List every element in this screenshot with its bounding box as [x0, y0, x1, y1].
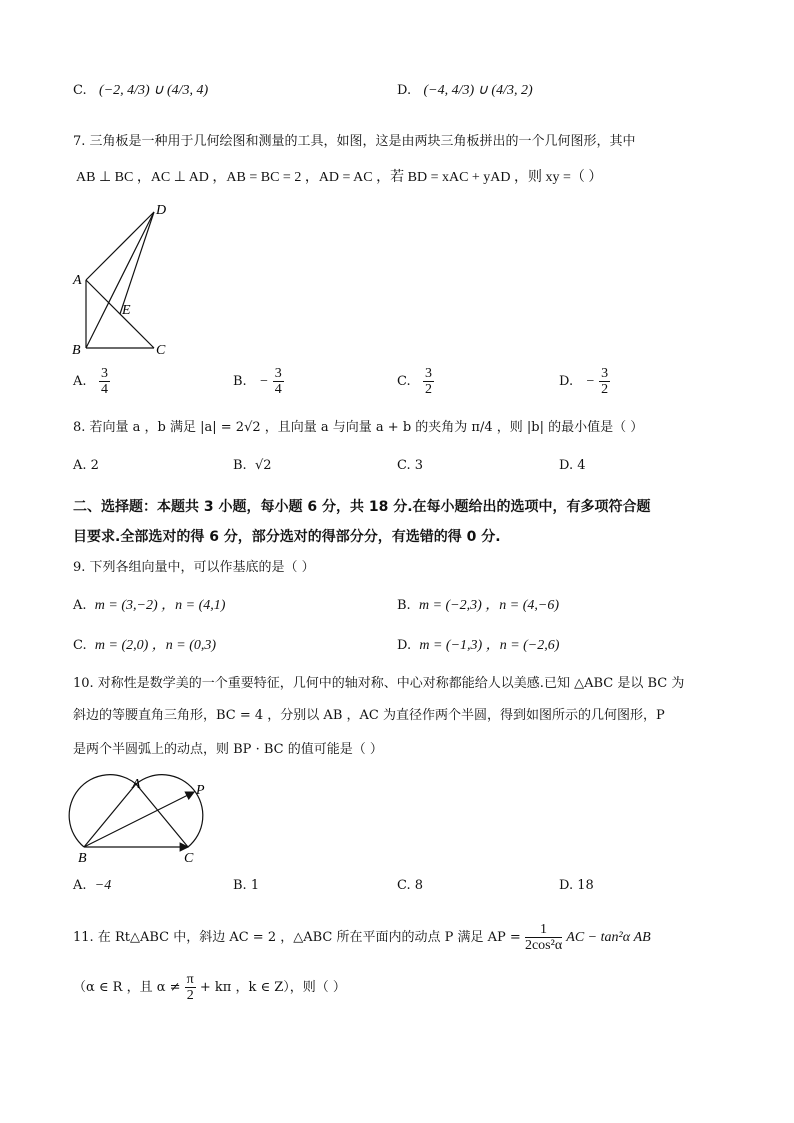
q6-option-c[interactable]	[73, 82, 208, 99]
option-expression: m = (3,−2) ，n = (4,1)	[94, 598, 226, 613]
point-b-label: B	[72, 343, 81, 358]
q11-line1-suffix: AC − tan²α AB	[566, 930, 651, 945]
option-label: D.	[397, 83, 412, 98]
q11-line2-prefix: （α ∈ R ，且 α ≠	[73, 980, 181, 995]
q9-option-a[interactable]	[73, 594, 225, 614]
section2-header-line2: 目要求.全部选对的得 6 分，部分选对的得部分分，有选错的得 0 分.	[73, 529, 501, 545]
section2-header-line1: 二、选择题：本题共 3 小题，每小题 6 分，共 18 分.在每小题给出的选项中，有多项符合题	[73, 499, 651, 515]
option-label: D.	[559, 374, 574, 389]
q11-condition-fraction: $\frac{\pi}{2}$	[186, 972, 194, 1003]
q7-option-d[interactable]	[559, 366, 610, 397]
q10-semicircle-figure	[66, 772, 226, 867]
option-label: A.	[73, 598, 87, 613]
q7-triangle-figure	[68, 198, 178, 358]
semicircle-ab	[69, 775, 136, 847]
q9-stem: 9. 下列各组向量中，可以作基底的是（ ）	[73, 560, 315, 575]
segment-ad	[86, 212, 154, 280]
option-fraction: $\frac{3}{4}$	[274, 366, 282, 397]
q9-option-c[interactable]	[73, 634, 216, 654]
option-value: −4	[94, 878, 112, 893]
option-label: A.	[73, 458, 87, 473]
segment-ab	[84, 784, 136, 847]
option-label: B.	[233, 458, 247, 473]
option-label: B.	[233, 878, 247, 893]
option-expression: m = (2,0) ，n = (0,3)	[94, 638, 217, 653]
option-sign: −	[585, 374, 595, 389]
q8-stem: 8. 若向量 a ，b 满足 |a| = 2√2 ，且向量 a 与向量 a + b 的夹角为 π/4 ，则 |b| 的最小值是（ ）	[73, 420, 644, 435]
option-label: D.	[397, 638, 412, 653]
q7-option-c[interactable]	[397, 366, 434, 397]
option-sign: −	[259, 374, 269, 389]
option-value: 8	[414, 878, 424, 893]
option-label: C.	[73, 638, 87, 653]
option-expression: m = (−1,3) ，n = (−2,6)	[419, 638, 560, 653]
option-value: 4	[577, 458, 586, 473]
point-a-label: A	[132, 777, 141, 792]
q8-option-a[interactable]	[73, 458, 99, 473]
q9-option-b[interactable]	[397, 594, 559, 614]
q8-option-d[interactable]	[559, 458, 586, 473]
q10-stem-line1: 10. 对称性是数学美的一个重要特征，几何中的轴对称、中心对称都能给人以美感.已知 △ABC 是以 BC 为	[73, 676, 685, 691]
q7-stem-line1: 7. 三角板是一种用于几何绘图和测量的工具，如图，这是由两块三角板拼出的一个几何图形，其中	[73, 134, 636, 149]
q10-option-b[interactable]	[233, 878, 259, 893]
option-label: B.	[397, 598, 411, 613]
q10-stem-line2: 斜边的等腰直角三角形，BC = 4 ，分别以 AB ，AC 为直径作两个半圆，得到如图所示的几何图形，P	[73, 708, 665, 723]
option-fraction: $\frac{3}{2}$	[425, 366, 433, 397]
option-label: B.	[233, 374, 247, 389]
segment-bd	[86, 212, 154, 348]
q10-option-c[interactable]	[397, 878, 423, 893]
q8-option-c[interactable]	[397, 458, 423, 473]
q8-option-b[interactable]	[233, 458, 272, 473]
option-label: A.	[73, 374, 87, 389]
option-label: C.	[397, 458, 411, 473]
segment-dc	[120, 212, 154, 314]
option-label: D.	[559, 458, 574, 473]
option-value: 1	[250, 878, 260, 893]
point-b-label: B	[78, 851, 87, 866]
vector-bp	[84, 792, 194, 847]
point-c-label: C	[156, 343, 166, 358]
option-label: A.	[73, 878, 87, 893]
option-value: 18	[577, 878, 594, 893]
point-p-label: P	[196, 783, 205, 798]
option-label: C.	[73, 83, 87, 98]
q9-option-d[interactable]	[397, 634, 559, 654]
point-c-label: C	[184, 851, 194, 866]
option-label: C.	[397, 878, 411, 893]
q7-stem-line2: AB ⊥ BC ，AC ⊥ AD ，AB = BC = 2 ，AD = AC ，若 BD = xAC + yAD ，则 xy =（ ）	[76, 170, 603, 185]
q11-stem-line1	[73, 922, 651, 953]
option-fraction: $\frac{3}{4}$	[100, 366, 108, 397]
option-value: √2	[254, 458, 272, 473]
q10-option-a[interactable]	[73, 878, 111, 894]
option-expression: (−2, 4/3) ∪ (4/3, 4)	[99, 83, 209, 98]
q10-stem-line3: 是两个半圆弧上的动点，则 BP · BC 的值可能是（ ）	[73, 742, 383, 757]
q11-line2-suffix: + kπ ，k ∈ Z），则（ ）	[199, 980, 346, 995]
option-label: D.	[559, 878, 574, 893]
point-a-label: A	[73, 273, 82, 288]
option-expression: m = (−2,3) ，n = (4,−6)	[418, 598, 560, 613]
q10-option-d[interactable]	[559, 878, 594, 893]
q11-stem-line2	[73, 972, 346, 1003]
q11-line1-prefix: 11. 在 Rt△ABC 中，斜边 AC = 2 ，△ABC 所在平面内的动点 P 满足 AP =	[73, 930, 521, 945]
option-label: C.	[397, 374, 411, 389]
q7-option-b[interactable]	[233, 366, 284, 397]
point-e-label: E	[122, 303, 131, 318]
segment-ac	[136, 784, 188, 847]
option-value: 3	[414, 458, 424, 473]
option-expression: (−4, 4/3) ∪ (4/3, 2)	[423, 83, 533, 98]
semicircle-ac	[136, 775, 203, 847]
option-value: 2	[90, 458, 99, 473]
q6-option-d[interactable]	[397, 82, 533, 99]
point-d-label: D	[156, 203, 167, 218]
q7-option-a[interactable]	[73, 366, 110, 397]
option-fraction: $\frac{3}{2}$	[601, 366, 609, 397]
q11-coefficient-fraction: $\frac{1}{\text{2cos²α}}$	[524, 922, 563, 953]
